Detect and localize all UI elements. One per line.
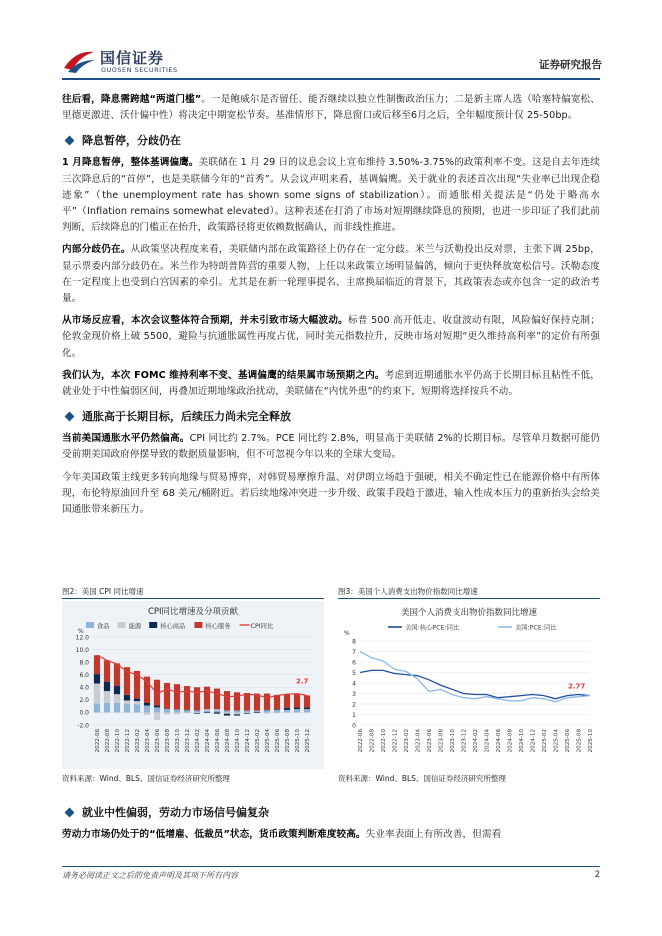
y-tick-label: 8.0 [79, 659, 89, 667]
brand-name-en: GUOSEN SECURITIES [101, 66, 178, 74]
x-tick-label: 2024-10 [519, 729, 525, 753]
bar-segment [294, 710, 300, 713]
diamond-bullet-icon [65, 411, 75, 421]
x-tick-label: 2025-10 [588, 729, 594, 753]
legend-label: 食品 [97, 623, 110, 630]
bar-segment [94, 704, 100, 713]
x-tick-label: 2024-06 [215, 729, 221, 753]
bar-segment [124, 704, 130, 713]
x-tick-label: 2023-02 [404, 729, 410, 753]
bar-segment [204, 712, 210, 713]
paragraph-body: 标普 500 高开低走、收盘波动有限，风险偏好保持克制；伦敦金现价格上破 5500，避险与抗通胀属性再度占优，同时美元指数拉升，反映市场对短期“更久维持高利率”的定价有所强化。 [62, 315, 600, 359]
x-tick-label: 2024-10 [235, 729, 241, 753]
x-tick-label: 2022-08 [105, 729, 111, 753]
paragraph-body: CPI 同比约 2.7%。PCE 同比约 2.8%，明显高于美联储 2%的长期目标。尽管单月数据可能仍受前期美国政府停摆导致的数据质量影响，但不可忽视今年以来的全球大变局。 [62, 433, 600, 461]
paragraph-body: 今年美国政策主线更多转向地缘与贸易博弈，对韩贸易摩擦升温、对伊朗立场趋于强硬，相关不确定性已在能源价格中有所体现，布伦特原油回升至 68 美元/桶附近。若后续地缘冲突进一步升级、政策手段趋于激进，输入性成本压力的重新抬头会给美国通胀带来新压力。 [62, 471, 600, 516]
paragraph-body: 美联储在 1 月 29 日的议息会议上宣布维持 3.50%-3.75%的政策利率不变。这是自去年连续三次降息后的“首停”，也是美联储今年的“首秀”。从会议声明来看，基调偏鹰。关于就业的表述首次出现“失业率已出现企稳迹象”（the unemployment rate has shown some signs of stabilization）。而通胀相关提法是“仍处于略高水平”（Inflation remains somewhat elevated）。这种表述在打消了市场对短期继续降息的预期，也进一步印证了我们此前判断，后续降息的门槛正在抬升，政策路径将更依赖数据确认，而非线性推进。 [62, 157, 600, 234]
bar-segment [94, 684, 100, 704]
bar-segment [134, 701, 140, 704]
bar-segment [184, 710, 190, 713]
x-tick-label: 2023-08 [165, 729, 171, 753]
bar-segment [224, 712, 230, 713]
section-heading-3 [62, 804, 600, 820]
bar-segment [174, 684, 180, 709]
chart-title: CPI同比增速及分项贡献 [147, 607, 239, 617]
bar-segment [274, 712, 280, 713]
bar-segment [304, 707, 310, 709]
x-tick-label: 2023-12 [185, 729, 191, 753]
bar-segment [214, 689, 220, 710]
x-tick-label: 2023-04 [145, 729, 151, 753]
figure-caption: 图2：美国 CPI 同比增速 [62, 584, 324, 599]
bar-segment [124, 695, 130, 701]
y-tick-label: 5 [352, 669, 356, 677]
bar-segment [104, 703, 110, 712]
x-tick-label: 2024-12 [530, 729, 537, 753]
bar-segment [284, 694, 290, 708]
chart-background [338, 601, 600, 769]
y-tick-label: 12.0 [75, 634, 89, 642]
bar-segment [194, 711, 200, 713]
bar-segment [194, 687, 200, 710]
paragraph-lead: 我们认为，本次 FOMC 维持利率不变、基调偏鹰的结果属市场预期之内。 [62, 369, 385, 381]
bar-segment [294, 707, 300, 709]
legend-swatch [149, 622, 157, 628]
bar-segment [304, 710, 310, 713]
y-tick-label: 3 [352, 690, 356, 698]
bar-segment [284, 708, 290, 710]
x-tick-label: 2025-12 [305, 729, 311, 753]
paragraph [62, 155, 600, 236]
x-tick-label: 2022-08 [369, 729, 376, 753]
paragraph-lead: 从市场反应看，本次会议整体符合预期，并未引致市场大幅波动。 [62, 315, 349, 327]
paragraph-lead: 内部分歧仍在。 [62, 244, 131, 256]
footer-disclaimer: 请务必阅读正文之后的免责声明及其项下所有内容 [62, 871, 238, 880]
bar-segment [174, 712, 180, 714]
x-tick-label: 2025-04 [265, 729, 271, 753]
y-tick-label: 1 [352, 711, 356, 719]
y-axis-unit: % [344, 630, 350, 637]
bar-segment [114, 663, 120, 686]
y-tick-label: 6.0 [79, 672, 89, 680]
y-tick-label: 2.0 [79, 697, 89, 705]
bar-segment [144, 712, 150, 715]
bar-segment [104, 682, 110, 691]
bar-segment [234, 712, 240, 714]
x-tick-label: 2025-08 [576, 729, 583, 753]
page-header [0, 0, 662, 80]
legend-label: CPI同比 [250, 623, 274, 630]
section-heading-1 [62, 132, 600, 148]
paragraph-lead: 当前美国通胀水平仍然偏高。 [62, 433, 190, 445]
bar-segment [234, 711, 240, 713]
bar-segment [224, 711, 230, 713]
bar-segment [184, 686, 190, 710]
intro-lead: 往后看，降息需跨越“两道门槛” [62, 94, 202, 105]
bar-segment [264, 712, 270, 713]
bar-segment [194, 713, 200, 714]
x-tick-label: 2025-08 [285, 729, 291, 753]
bar-segment [114, 694, 120, 703]
x-tick-label: 2024-06 [496, 729, 502, 753]
intro-body: 。一是鲍威尔是否留任、能否继续以独立性制衡政治压力；二是新主席人选（哈塞特偏宽松、里德更激进、沃什偏中性）将决定中期宽松节奏。基准情形下，降息窗口或后移至6月之后，全年幅度预计仅 25-50bp。 [62, 94, 600, 122]
y-tick-label: 8 [352, 638, 356, 646]
bar-segment [274, 710, 280, 713]
bar-segment [274, 709, 280, 710]
figure-caption: 图3：美国个人消费支出物价指数同比增速 [338, 584, 600, 599]
x-tick-label: 2022-06 [95, 729, 101, 753]
x-tick-label: 2024-08 [507, 729, 514, 753]
paragraph [62, 368, 600, 400]
bar-segment [104, 691, 110, 703]
x-tick-label: 2025-10 [295, 729, 301, 753]
y-tick-label: 6 [352, 659, 356, 667]
figure-source: 资料来源：Wind、BLS、国信证券经济研究所整理 [338, 774, 506, 783]
bar-segment [204, 687, 210, 710]
bar-segment [224, 691, 230, 710]
bar-segment [164, 709, 170, 713]
x-tick-label: 2022-10 [381, 729, 387, 753]
paragraph-lead: 劳动力市场仍处于的“低增雇、低裁员”状态，货币政策判断难度较高。 [62, 829, 366, 840]
bar-segment [274, 695, 280, 709]
bar-segment [184, 712, 190, 713]
bar-segment [164, 712, 170, 714]
x-tick-label: 2022-12 [125, 729, 131, 753]
legend-swatch [194, 622, 202, 628]
paragraph-lead: 1 月降息暂停，整体基调偏鹰。 [62, 157, 199, 169]
bar-segment [154, 706, 160, 708]
bar-segment [234, 692, 240, 710]
header-divider [62, 78, 600, 80]
bar-segment [154, 707, 160, 712]
x-tick-label: 2023-08 [438, 729, 445, 753]
x-tick-label: 2024-02 [195, 729, 201, 753]
bar-segment [204, 711, 210, 713]
bar-segment [294, 694, 300, 707]
y-tick-label: 0 [352, 722, 356, 730]
x-tick-label: 2023-10 [175, 729, 181, 753]
x-tick-label: 2025-02 [542, 729, 548, 753]
x-tick-label: 2024-02 [473, 729, 479, 753]
legend-label: 美国:PCE:同比 [515, 624, 557, 632]
figure-source: 资料来源：Wind、BLS、国信证券经济研究所整理 [62, 774, 230, 783]
x-tick-label: 2023-06 [155, 729, 161, 753]
bar-segment [204, 709, 210, 710]
diamond-bullet-icon [65, 135, 75, 145]
bar-segment [164, 683, 170, 709]
x-tick-label: 2025-06 [275, 729, 281, 753]
bar-segment [284, 710, 290, 713]
legend-label: 核心服务 [205, 623, 231, 630]
bar-segment [264, 710, 270, 713]
report-type: 证券研究报告 [539, 59, 602, 71]
chart-title: 美国个人消费支出物价指数同比增速 [400, 608, 538, 618]
page-number: 2 [594, 870, 600, 880]
y-tick-label: -2.0 [77, 722, 89, 730]
x-tick-label: 2024-12 [245, 729, 251, 753]
bar-segment [244, 693, 250, 711]
cpi-chart [62, 601, 324, 769]
section-title: 通胀高于长期目标，后续压力尚未完全释放 [82, 410, 291, 424]
intro-paragraph [62, 92, 600, 124]
bar-segment [304, 695, 310, 707]
legend-label: 能源 [128, 623, 142, 630]
bar-segment [94, 674, 100, 683]
figure-pce [338, 584, 600, 789]
x-tick-label: 2025-04 [553, 729, 560, 753]
paragraph [62, 470, 600, 519]
diamond-bullet-icon [65, 807, 75, 817]
y-axis-unit: % [78, 628, 84, 635]
end-value-label: 2.77 [568, 682, 586, 691]
bar-segment [114, 703, 120, 712]
x-tick-label: 2024-08 [225, 729, 231, 753]
footer-divider [62, 866, 600, 867]
x-tick-label: 2022-06 [358, 729, 364, 753]
bar-segment [244, 713, 250, 714]
legend-label: 核心商品 [160, 623, 186, 630]
y-tick-label: 2 [352, 701, 356, 709]
bar-segment [244, 711, 250, 713]
x-tick-label: 2023-06 [427, 729, 433, 753]
bar-segment [214, 711, 220, 713]
pce-chart [338, 601, 600, 769]
bar-segment [144, 703, 150, 706]
bar-segment [194, 712, 200, 713]
section-title: 降息暂停，分歧仍在 [82, 134, 181, 148]
end-value-label: 2.7 [296, 677, 309, 686]
figure-cpi [62, 584, 324, 789]
legend-swatch [86, 622, 94, 628]
y-tick-label: 4.0 [79, 684, 89, 692]
brand-name: 国信证券 [100, 49, 165, 67]
bar-segment [264, 694, 270, 710]
y-tick-label: 7 [352, 648, 356, 656]
bar-segment [134, 704, 140, 712]
x-tick-label: 2024-04 [205, 729, 211, 753]
paragraph [62, 827, 600, 843]
bar-segment [214, 712, 220, 713]
bar-segment [254, 712, 260, 713]
x-tick-label: 2023-10 [450, 729, 456, 753]
paragraph-body: 考虑到近期通胀水平仍高于长期目标且粘性不低，就业处于中性偏弱区间，再叠加近期地缘政治扰动，美联储在“内忧外患”的约束下，短期将选择按兵不动。 [62, 369, 600, 398]
guosen-logo-icon [62, 44, 96, 74]
x-tick-label: 2025-02 [255, 729, 261, 753]
bar-segment [244, 712, 250, 713]
paragraph-body: 从政策坚决程度来看，美联储内部在政策路径上仍存在一定分歧。米兰与沃勒投出反对票，主张下调 25bp，显示票委内部分歧仍在。米兰作为特朗普阵营的重要人物，上任以来政策立场明显偏鸽，倾向于更快释放宽松信号。沃勒态度在一定程度上也受到白宫因素的牵引。尤其是在新一轮理事提名、主席换届临近的背景下，其政策表态或亦包含一定的政治考量。 [62, 244, 601, 305]
bar-segment [114, 686, 120, 694]
paragraph [62, 431, 600, 463]
bar-segment [214, 709, 220, 710]
y-tick-label: 10.0 [75, 646, 89, 654]
bar-segment [224, 714, 230, 716]
section-title: 就业中性偏弱，劳动力市场信号偏复杂 [82, 806, 269, 819]
bar-segment [134, 699, 140, 702]
report-body-continued [62, 796, 600, 849]
bar-segment [124, 700, 130, 703]
x-tick-label: 2025-06 [565, 729, 571, 753]
bar-segment [174, 709, 180, 712]
bar-segment [144, 706, 150, 713]
x-tick-label: 2024-04 [484, 729, 491, 753]
section-heading-2 [62, 408, 600, 424]
paragraph-body: 失业率表面上有所改善，但需看 [365, 829, 502, 840]
x-tick-label: 2023-02 [135, 729, 141, 753]
legend-swatch [118, 622, 126, 628]
bar-segment [104, 660, 110, 681]
bar-segment [154, 712, 160, 720]
bar-segment [94, 655, 100, 674]
paragraph [62, 242, 600, 307]
y-tick-label: 4 [352, 680, 356, 688]
x-tick-label: 2023-12 [461, 729, 468, 753]
y-tick-label: 0.0 [79, 709, 89, 717]
paragraph [62, 313, 600, 362]
bar-segment [234, 714, 240, 715]
report-body [62, 92, 600, 524]
bar-segment [294, 709, 300, 710]
x-tick-label: 2023-04 [415, 729, 422, 753]
x-tick-label: 2022-10 [115, 729, 121, 753]
figures-row [62, 584, 600, 789]
legend-label: 美国:核心PCE:同比 [405, 624, 460, 632]
bar-segment [304, 709, 310, 710]
x-tick-label: 2022-12 [392, 729, 399, 753]
